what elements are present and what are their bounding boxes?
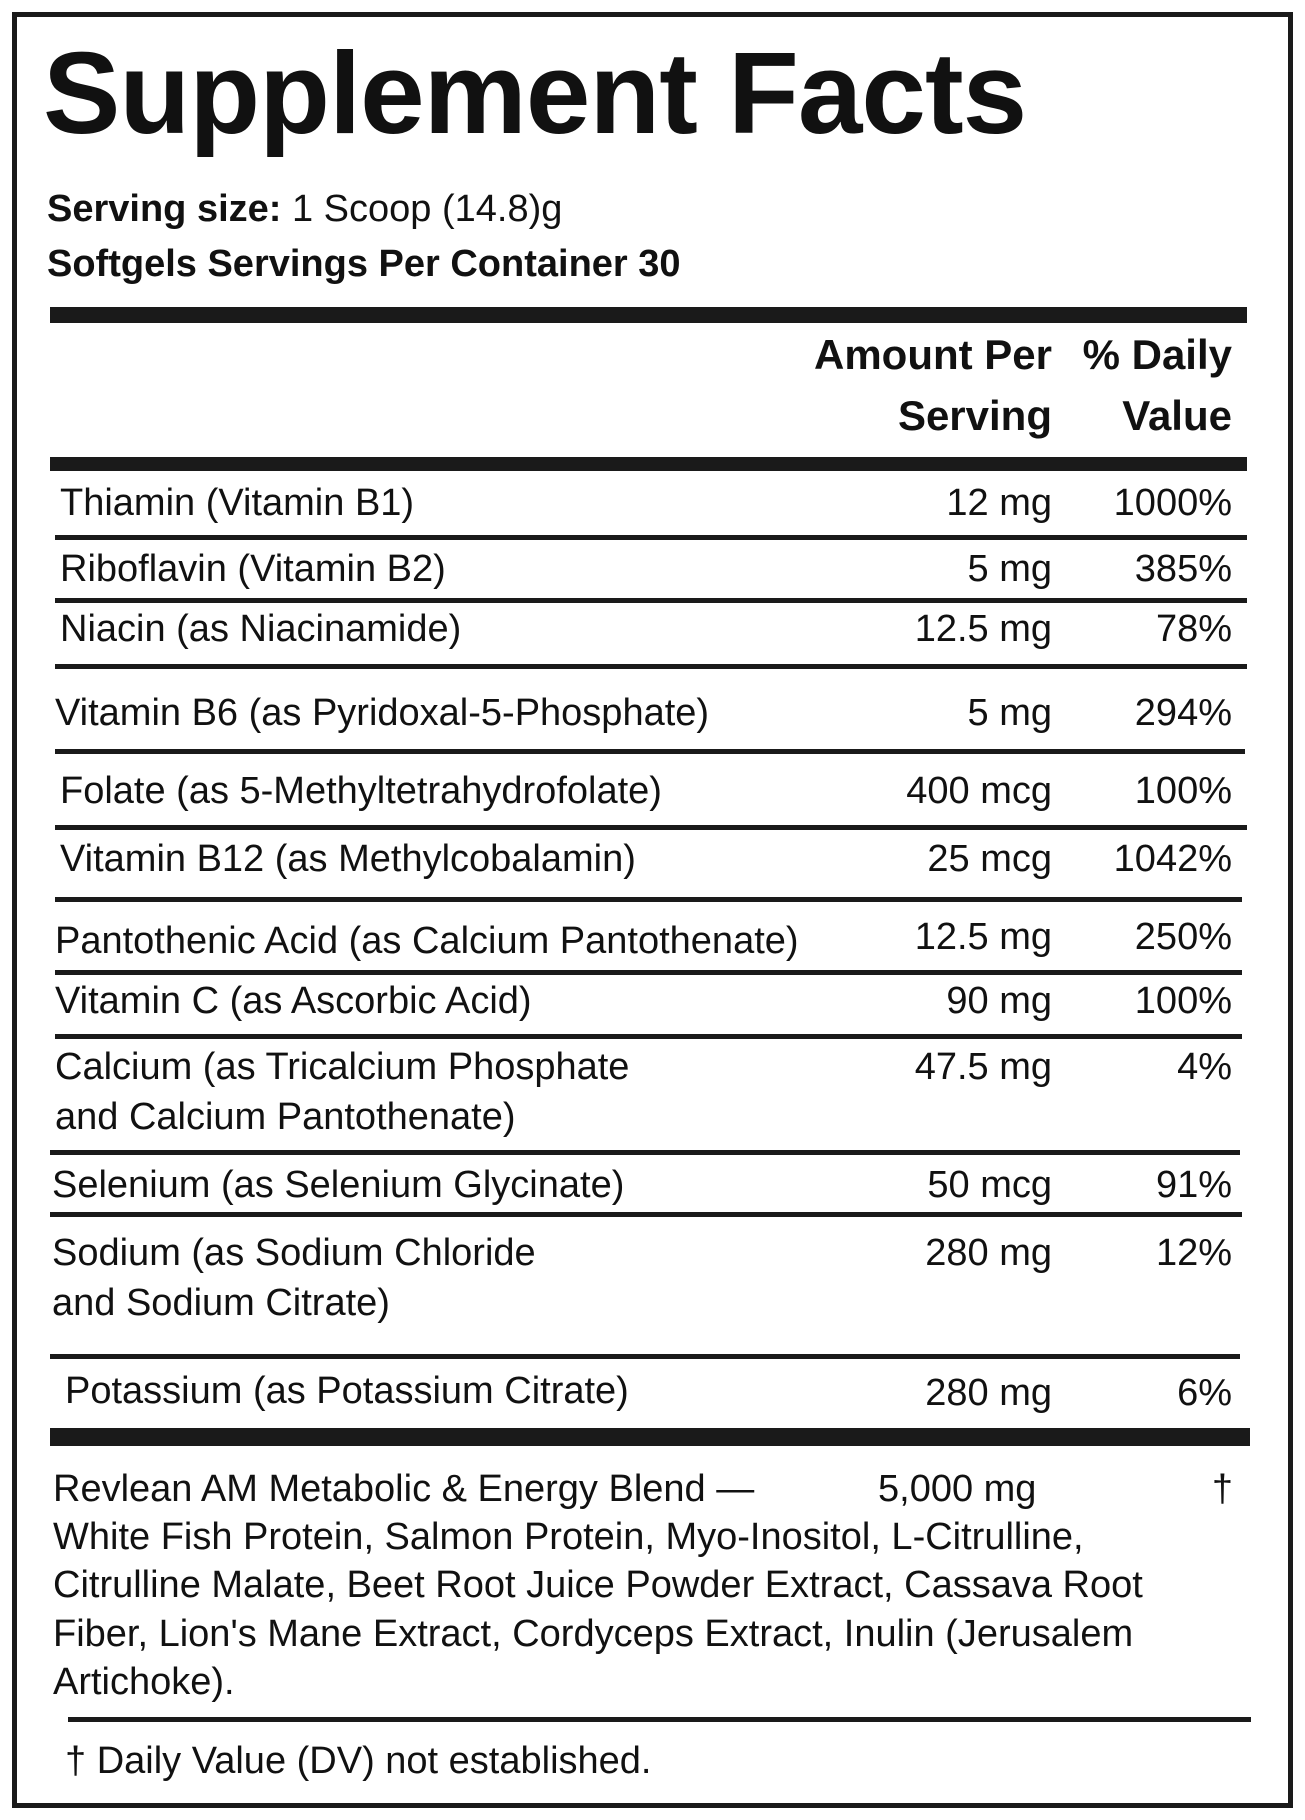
- serving-size-label: Serving size:: [47, 188, 282, 230]
- nutrient-name: Vitamin C (as Ascorbic Acid): [55, 980, 532, 1022]
- nutrient-dv: 4%: [1177, 1046, 1232, 1088]
- blend-ingredients: White Fish Protein, Salmon Protein, Myo-Inositol, L-Citrulline, Citrulline Malate, Beet Root Juice Powder Extract, Cassava Root Fiber, Lion's Mane Extract, Cordyceps Extract, Inulin (Jerusalem Artichoke).: [53, 1516, 1143, 1703]
- nutrient-dv: 1000%: [1113, 482, 1232, 524]
- nutrient-amount: 280 mg: [925, 1372, 1052, 1414]
- footnote: † Daily Value (DV) not established.: [65, 1740, 652, 1782]
- nutrient-name: Niacin (as Niacinamide): [60, 608, 462, 650]
- nutrient-amount: 12 mg: [946, 482, 1052, 524]
- nutrient-dv: 1042%: [1113, 838, 1232, 880]
- nutrient-amount: 280 mg: [925, 1232, 1052, 1274]
- panel-title: Supplement Facts: [43, 28, 1027, 158]
- proprietary-blend: [53, 1465, 1233, 1706]
- blend-dv: †: [1211, 1468, 1233, 1510]
- nutrient-dv: 100%: [1134, 770, 1232, 812]
- nutrient-name-line2: and Sodium Citrate): [52, 1282, 390, 1325]
- nutrient-amount: 25 mcg: [927, 838, 1052, 880]
- nutrient-amount: 12.5 mg: [914, 916, 1052, 958]
- nutrient-amount: 5 mg: [967, 692, 1052, 734]
- nutrient-name: Selenium (as Selenium Glycinate): [52, 1164, 625, 1206]
- row-divider: [55, 970, 1242, 975]
- nutrient-name: Folate (as 5-Methyltetrahydrofolate): [60, 770, 662, 812]
- row-divider: [55, 535, 1247, 540]
- nutrient-dv: 100%: [1134, 980, 1232, 1022]
- nutrient-name: Vitamin B6 (as Pyridoxal-5-Phosphate): [55, 692, 710, 734]
- nutrient-name: Vitamin B12 (as Methylcobalamin): [60, 838, 636, 880]
- row-divider: [55, 664, 1247, 669]
- nutrient-amount: 90 mg: [946, 980, 1052, 1022]
- nutrient-name: [55, 1042, 629, 1142]
- amount-header-line2: Serving: [897, 391, 1052, 439]
- nutrient-amount: 400 mcg: [906, 770, 1052, 812]
- row-divider: [50, 1354, 1240, 1359]
- blend-name: Revlean AM Metabolic & Energy Blend —: [53, 1468, 755, 1510]
- row-divider: [55, 897, 1242, 902]
- nutrient-name: Riboflavin (Vitamin B2): [60, 548, 446, 590]
- top-thick-rule: [50, 307, 1247, 323]
- dv-header-line2: Value: [1122, 391, 1232, 439]
- amount-header: [690, 325, 1052, 447]
- serving-size: [47, 185, 562, 234]
- nutrient-name: Thiamin (Vitamin B1): [60, 482, 415, 524]
- nutrient-dv: 385%: [1134, 548, 1232, 590]
- nutrient-name: Pantothenic Acid (as Calcium Pantothenate): [55, 920, 799, 962]
- nutrient-name: Potassium (as Potassium Citrate): [65, 1370, 629, 1412]
- nutrient-dv: 91%: [1155, 1164, 1232, 1206]
- row-divider: [50, 1212, 1242, 1217]
- nutrient-dv: 6%: [1177, 1372, 1232, 1414]
- nutrient-dv: 294%: [1134, 692, 1232, 734]
- row-divider: [55, 598, 1247, 603]
- amount-header-line1: Amount Per: [813, 331, 1052, 378]
- nutrient-amount: 12.5 mg: [914, 608, 1052, 650]
- row-divider: [55, 749, 1245, 754]
- servings-per-container: Softgels Servings Per Container 30: [47, 243, 681, 285]
- header-thick-rule: [50, 457, 1247, 471]
- dv-header-line1: % Daily: [1082, 331, 1232, 378]
- nutrient-amount: 47.5 mg: [914, 1046, 1052, 1088]
- row-divider: [55, 1034, 1242, 1039]
- nutrient-name: [52, 1228, 536, 1328]
- footnote-divider: [68, 1717, 1251, 1722]
- serving-size-value: 1 Scoop (14.8)g: [291, 188, 563, 230]
- row-divider: [55, 825, 1247, 830]
- nutrients-bottom-thick-rule: [50, 1428, 1250, 1446]
- nutrient-name-line1: Calcium (as Tricalcium Phosphate: [55, 1046, 630, 1088]
- blend-amount: 5,000 mg: [878, 1468, 1037, 1510]
- nutrient-name-line1: Sodium (as Sodium Chloride: [52, 1232, 536, 1274]
- row-divider: [50, 1150, 1240, 1155]
- nutrient-amount: 50 mcg: [927, 1164, 1052, 1206]
- nutrient-amount: 5 mg: [967, 548, 1052, 590]
- dv-header: [1052, 325, 1232, 447]
- nutrient-name-line2: and Calcium Pantothenate): [55, 1096, 516, 1139]
- nutrient-dv: 250%: [1134, 916, 1232, 958]
- nutrient-dv: 12%: [1155, 1232, 1232, 1274]
- blend-header-row: [53, 1465, 1233, 1513]
- nutrient-dv: 78%: [1155, 608, 1232, 650]
